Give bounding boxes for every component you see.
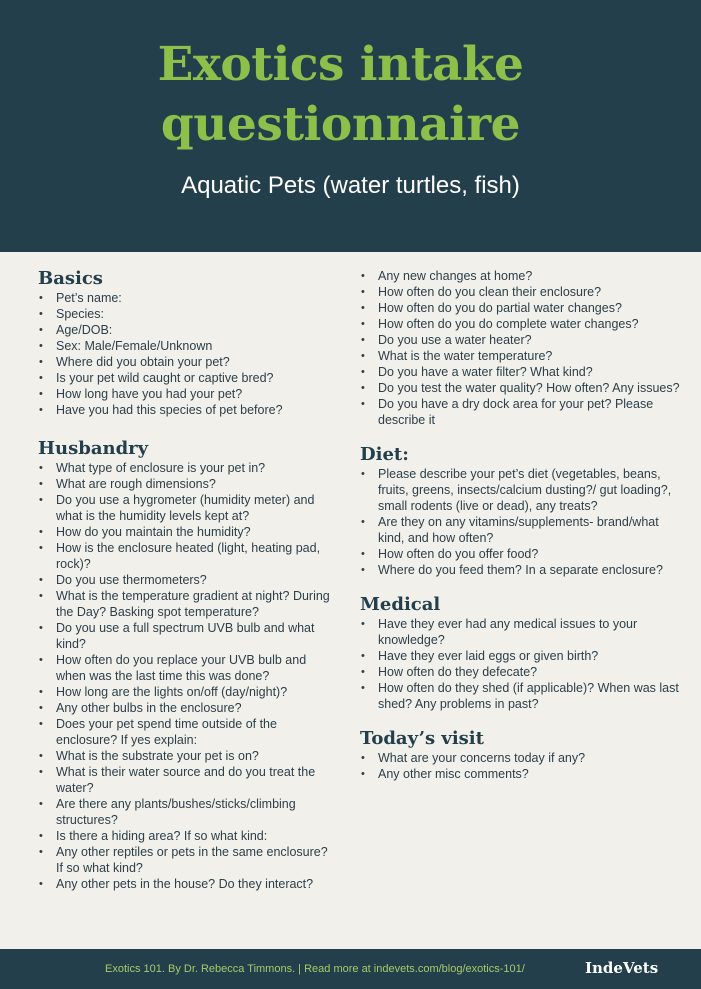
list-item: • Sex: Male/Female/Unknown — [38, 338, 338, 354]
list-item: • Any other misc comments? — [360, 766, 685, 782]
list-item: • What is the water temperature? — [360, 348, 685, 364]
list-item: • Species: — [38, 306, 338, 322]
list-item: • How is the enclosure heated (light, heating pad, rock)? — [38, 540, 338, 572]
list-item: • Please describe your pet’s diet (vegetables, beans, fruits, greens, insects/calcium dusting?/ gut loading?, small rodents (live or dead), any treats? — [360, 466, 685, 514]
brand-logo: IndeVets — [585, 959, 659, 977]
list-item: • Does your pet spend time outside of the enclosure? If yes explain: — [38, 716, 338, 748]
husbandry-continued-list — [360, 268, 685, 428]
list-item: • Do you use a full spectrum UVB bulb and what kind? — [38, 620, 338, 652]
section-basics — [38, 268, 338, 418]
list-item: • What are your concerns today if any? — [360, 750, 685, 766]
list-item: • How do you maintain the humidity? — [38, 524, 338, 540]
list-item: • How often do they defecate? — [360, 664, 685, 680]
list-item: • Do you use thermometers? — [38, 572, 338, 588]
husbandry-list — [38, 460, 338, 892]
list-item: • Pet’s name: — [38, 290, 338, 306]
list-item: • How often do you do partial water changes? — [360, 300, 685, 316]
list-item: • How often do you offer food? — [360, 546, 685, 562]
list-item: • Have they ever laid eggs or given birth? — [360, 648, 685, 664]
list-item: • Where do you feed them? In a separate enclosure? — [360, 562, 685, 578]
list-item: • Age/DOB: — [38, 322, 338, 338]
right-column — [360, 268, 685, 782]
list-item: • Is there a hiding area? If so what kind: — [38, 828, 338, 844]
list-item: • Do you use a water heater? — [360, 332, 685, 348]
list-item: • What type of enclosure is your pet in? — [38, 460, 338, 476]
section-title-husbandry: Husbandry — [38, 438, 149, 459]
list-item: • What is the substrate your pet is on? — [38, 748, 338, 764]
section-medical — [360, 594, 685, 712]
list-item: • Do you have a dry dock area for your pet? Please describe it — [360, 396, 685, 428]
medical-list — [360, 616, 685, 712]
basics-list — [38, 290, 338, 418]
list-item: • Are there any plants/bushes/sticks/climbing structures? — [38, 796, 338, 828]
page-title-line2: questionnaire — [160, 97, 521, 152]
list-item: • Do you have a water filter? What kind? — [360, 364, 685, 380]
list-item: • How often do you clean their enclosure? — [360, 284, 685, 300]
list-item: • Have you had this species of pet before? — [38, 402, 338, 418]
list-item: • Any other bulbs in the enclosure? — [38, 700, 338, 716]
list-item: • How long have you had your pet? — [38, 386, 338, 402]
footer-bar — [0, 949, 701, 989]
list-item: • Any other reptiles or pets in the same enclosure? If so what kind? — [38, 844, 338, 876]
list-item: • What are rough dimensions? — [38, 476, 338, 492]
section-title-basics: Basics — [38, 268, 103, 289]
list-item: • Any other pets in the house? Do they interact? — [38, 876, 338, 892]
section-husbandry-continued — [360, 268, 685, 428]
list-item: • Have they ever had any medical issues to your knowledge? — [360, 616, 685, 648]
page-subtitle: Aquatic Pets (water turtles, fish) — [181, 172, 520, 199]
header-banner — [0, 0, 701, 252]
list-item: • Any new changes at home? — [360, 268, 685, 284]
page-title-line1: Exotics intake — [157, 37, 524, 92]
list-item: • How often do they shed (if applicable)? When was last shed? Any problems in past? — [360, 680, 685, 712]
list-item: • What is the temperature gradient at night? During the Day? Basking spot temperature? — [38, 588, 338, 620]
list-item: • Are they on any vitamins/supplements- brand/what kind, and how often? — [360, 514, 685, 546]
section-title-medical: Medical — [360, 594, 441, 615]
section-husbandry — [38, 438, 338, 892]
list-item: • How often do you do complete water changes? — [360, 316, 685, 332]
diet-list — [360, 466, 685, 578]
list-item: • How long are the lights on/off (day/night)? — [38, 684, 338, 700]
section-title-todays-visit: Today’s visit — [360, 728, 484, 749]
left-column — [38, 268, 338, 892]
list-item: • How often do you replace your UVB bulb and when was the last time this was done? — [38, 652, 338, 684]
section-diet — [360, 444, 685, 578]
list-item: • What is their water source and do you treat the water? — [38, 764, 338, 796]
list-item: • Do you use a hygrometer (humidity meter) and what is the humidity levels kept at? — [38, 492, 338, 524]
list-item: • Do you test the water quality? How often? Any issues? — [360, 380, 685, 396]
list-item: • Is your pet wild caught or captive bred? — [38, 370, 338, 386]
list-item: • Where did you obtain your pet? — [38, 354, 338, 370]
footer-credit: Exotics 101. By Dr. Rebecca Timmons. | Read more at indevets.com/blog/exotics-101/ — [105, 963, 525, 975]
todays-visit-list — [360, 750, 685, 782]
section-todays-visit — [360, 728, 685, 782]
section-title-diet: Diet: — [360, 444, 409, 465]
